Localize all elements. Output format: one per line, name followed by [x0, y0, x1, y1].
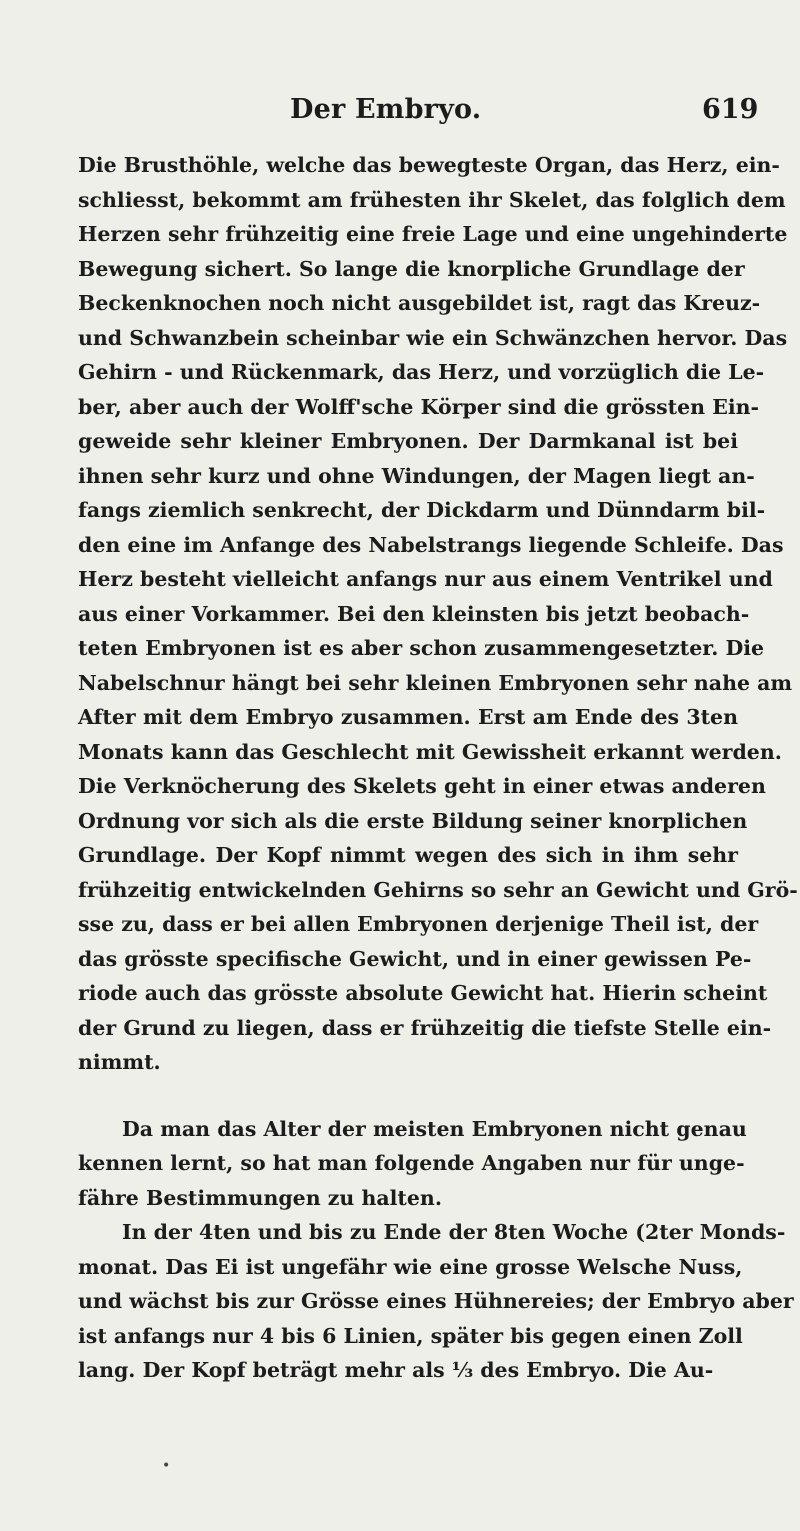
text-line: teten Embryonen ist es aber schon zusammengesetzter. Die [78, 636, 765, 660]
text-line: und Schwanzbein scheinbar wie ein Schwänzchen hervor. Das [78, 325, 788, 350]
page-number: 619 [702, 94, 759, 125]
text-line: nimmt. [78, 1050, 161, 1074]
text-line: schliesst, bekommt am frühesten ihr Skelet, das folglich dem [78, 187, 786, 212]
text-line: den eine im Anfange des Nabelstrangs liegende Schleife. Das [78, 532, 784, 557]
text-line: Da man das Alter der meisten Embryonen nicht genau [122, 1116, 747, 1141]
text-line: fähre Bestimmungen zu halten. [78, 1185, 442, 1210]
chapter-title: Der Embryo. [290, 94, 482, 125]
text-line: Gehirn - und Rückenmark, das Herz, und vorzüglich die Le- [78, 360, 765, 384]
text-line: In der 4ten und bis zu Ende der 8ten Woche (2ter Monds- [122, 1220, 786, 1244]
text-line: fangs ziemlich senkrecht, der Dickdarm und Dünndarm bil- [78, 498, 766, 522]
running-header [0, 94, 800, 134]
text-line: Ordnung vor sich als die erste Bildung seiner knorplichen [78, 808, 748, 833]
text-line: Herz besteht vielleicht anfangs nur aus einem Ventrikel und [78, 567, 773, 591]
text-line: der Grund zu liegen, dass er frühzeitig die tiefste Stelle ein- [78, 1015, 772, 1040]
text-line: ihnen sehr kurz und ohne Windungen, der Magen liegt an- [78, 463, 755, 488]
text-line: riode auch das grösste absolute Gewicht hat. Hierin scheint [78, 981, 768, 1005]
text-line: ber, aber auch der Wolff'sche Körper sind die grössten Ein- [78, 394, 760, 419]
text-line: aus einer Vorkammer. Bei den kleinsten bis jetzt beobach- [78, 601, 750, 626]
text-line: Herzen sehr frühzeitig eine freie Lage und eine ungehinderte [78, 222, 788, 246]
body-text [78, 148, 798, 1388]
text-line: geweide sehr kleiner Embryonen. Der Darmkanal ist bei [78, 429, 738, 453]
text-line: monat. Das Ei ist ungefähr wie eine grosse Welsche Nuss, [78, 1254, 743, 1279]
text-line: kennen lernt, so hat man folgende Angaben nur für unge- [78, 1151, 745, 1175]
text-line: frühzeitig entwickelnden Gehirns so sehr an Gewicht und Grö- [78, 877, 798, 902]
text-line: sse zu, dass er bei allen Embryonen derjenige Theil ist, der [78, 912, 759, 936]
text-line: das grösste specifische Gewicht, und in einer gewissen Pe- [78, 946, 752, 971]
text-line: Grundlage. Der Kopf nimmt wegen des sich in ihm sehr [78, 843, 738, 867]
text-line: ist anfangs nur 4 bis 6 Linien, später bis gegen einen Zoll [78, 1323, 743, 1348]
text-line: Die Verknöcherung des Skelets geht in einer etwas anderen [78, 774, 766, 798]
text-line: Beckenknochen noch nicht ausgebildet ist, ragt das Kreuz- [78, 291, 761, 315]
text-line: lang. Der Kopf beträgt mehr als ⅓ des Embryo. Die Au- [78, 1358, 714, 1382]
text-line: Die Brusthöhle, welche das bewegteste Organ, das Herz, ein- [78, 153, 780, 177]
paragraph-gap [78, 1080, 738, 1112]
text-line: After mit dem Embryo zusammen. Erst am Ende des 3ten [78, 705, 738, 729]
text-line: und wächst bis zur Grösse eines Hühnereies; der Embryo aber [78, 1289, 794, 1313]
text-line: Monats kann das Geschlecht mit Gewissheit erkannt werden. [78, 739, 782, 764]
stray-print-mark: • [162, 1458, 171, 1474]
text-line: Bewegung sichert. So lange die knorpliche Grundlage der [78, 256, 745, 281]
text-line: Nabelschnur hängt bei sehr kleinen Embryonen sehr nahe am [78, 670, 793, 695]
